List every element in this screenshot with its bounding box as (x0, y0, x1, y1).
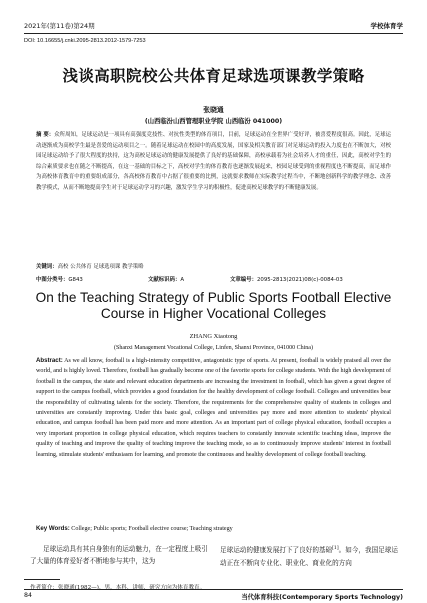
body-column-right (220, 543, 398, 569)
keywords-chinese-label: 关键词： (36, 264, 58, 270)
affiliation-english: (Shanxi Management Vocational College, Linfen, Shanxi Province, 041000 China) (114, 345, 313, 351)
document-code-value: A (180, 277, 185, 283)
article-number (230, 275, 343, 283)
author-english: ZHANG Xiaotong (189, 333, 238, 340)
doi[interactable]: DOI: 10.16655/j.cnki.2095-2813.2012-1579-7253 (24, 38, 146, 44)
body-right-text-1: 足球运动的健康发展打下了良好的基础 (220, 546, 333, 555)
header-rule (24, 33, 403, 34)
abstract-english-label: Abstract: (36, 357, 63, 364)
clc-label: 中图分类号： (36, 277, 69, 283)
page-number: 84 (24, 592, 33, 599)
abstract-chinese (36, 130, 391, 194)
body-column-left: 足球运动具有其自身独有的运动魅力，在一定程度上吸引了大量的体育爱好者不断地参与其中，这为 (30, 545, 208, 566)
journal-name: 当代体育科技(Contemporary Sports Technology) (241, 594, 403, 601)
section-name: 学校体育学 (370, 22, 403, 30)
clc-number (36, 275, 83, 283)
citation-marker[interactable]: [1] (332, 546, 339, 551)
keywords-chinese (36, 262, 391, 270)
footer-rule (24, 589, 403, 590)
keywords-english-label: Key Words: (36, 525, 70, 532)
document-code (148, 275, 184, 283)
author-chinese: 张晓通 (203, 106, 224, 114)
article-number-label: 文章编号： (230, 277, 257, 283)
issue-info: 2021年(第11卷)第24期 (24, 22, 95, 30)
body-right-text-2: 。如今，我国足球运动正在不断向专业化、职业化、商业化的方向 (220, 546, 399, 567)
clc-value: G843 (68, 277, 83, 283)
keywords-chinese-text: 高校 公共体育 足球选项课 教学策略 (57, 264, 144, 270)
document-code-label: 文献标识码： (148, 277, 181, 283)
keywords-english (36, 525, 391, 532)
abstract-chinese-label: 摘 要： (36, 132, 55, 138)
author-footnote: 作者简介：张晓通(1982—)，男，本科，讲师，研究方向为体育教育。 (30, 585, 206, 591)
affiliation-chinese: (山西临汾山西管理职业学院 山西临汾 041000) (144, 118, 283, 125)
footnote-rule (24, 579, 60, 580)
abstract-english (36, 356, 391, 460)
title-chinese: 浅谈高职院校公共体育足球选项课教学策略 (62, 67, 365, 85)
abstract-chinese-text: 众所周知，足球运动是一项具有高强度竞技性、对抗性类型的体育项目，目前，足球运动在全世界广受好评，被喜爱程度很高。因此，足球运动逐渐成为高校学生最是喜爱的运动项目之一。随着足球运动在校园中的高度发展，国家及相关教育部门对足球运动的投入力度也在不断加大，对校园足球运动给予了很大程度的扶持，这为高校足球运动的健康发展提供了良好的基础保障，高校承载着为社会培养人才的重任，因此，高校对学生的综合素质要求也在随之不断提高，在这一基础的目标之下，高校对学生的体育教育也逐渐发展起来，校园足球受到的重视程度也不断提高，而足球作为高校体育教育中的重要组成部分，各高校体育教育中占据了很重要的比例，这就要求教师在实际教学过程当中，不断地创新科学的教学理念、改善教学模式，从而不断地提高学生对于足球运动学习的兴趣，激发学生学习的积极性，促进高校足球教学的不断健康发展。 (36, 132, 391, 191)
article-number-value: 2095-2813(2021)08(c)-0084-03 (256, 277, 343, 283)
abstract-english-text: As we all know, football is a high-intensity competitive, antagonistic type of sports. At present, football is widely praised all over the world, and is highly loved. Therefore, football has gradually become one of the favorite sports for college students. With the high development of football in the campus, the state and relevant education departments are increasing the investment in football, which has given a great degree of support to the campus football, which provides a good foundation for the healthy development of college football. Colleges and universities bear the responsibility of cultivating talents for the society. Therefore, the requirements for the comprehensive quality of students in colleges and universities are constantly improving. Under this basic goal, colleges and universities pay more and more attention to students' physical education, and campus football has been paid more and more attention. As an important part of college physical education, football occupies a very important proportion in college physical education, which requires teachers to constantly innovate scientific teaching ideas, improve the quality of teaching and improve the quality of teaching improve the teaching mode, so as to continuously improve students' interest in football learning, stimulate students' enthusiasm for learning, and promote the continuous and healthy development of college football teaching. (36, 358, 392, 458)
title-english: On the Teaching Strategy of Public Sports Football Elective Course in Higher Vocational Colleges (35, 290, 392, 321)
keywords-english-text: College; Public sports; Football elective course; Teaching strategy (71, 526, 233, 532)
